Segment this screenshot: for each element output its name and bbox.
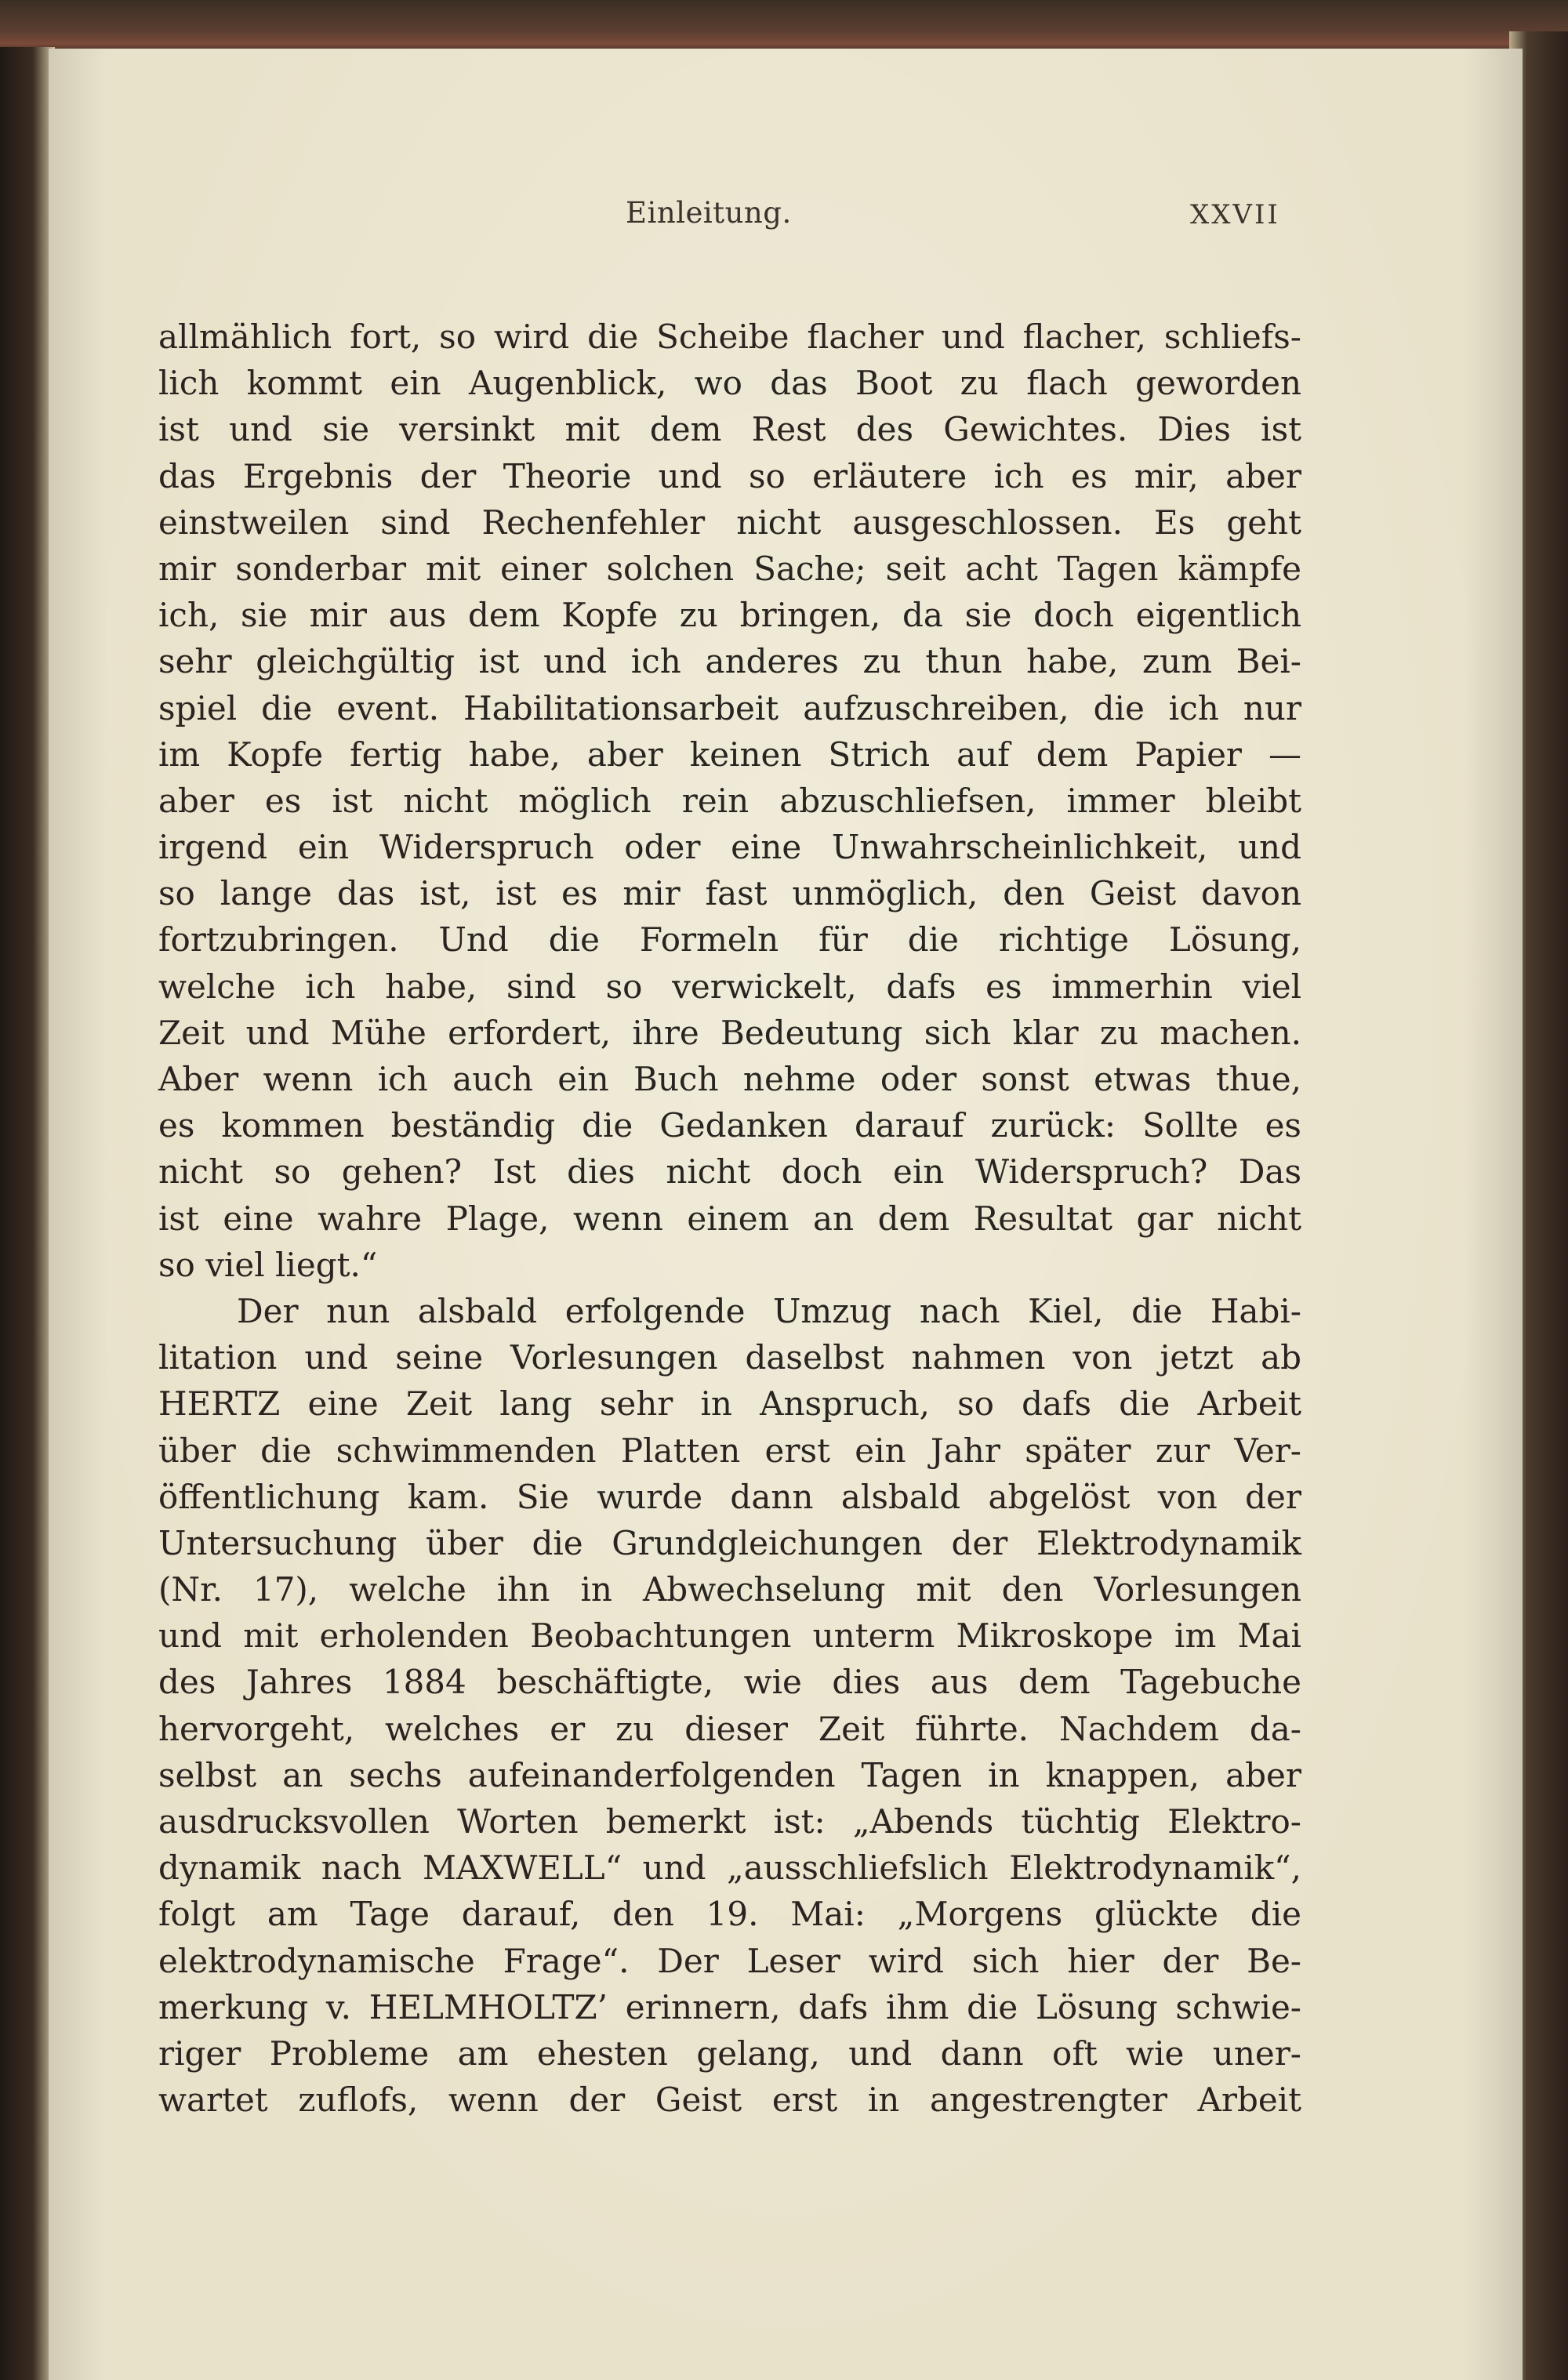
- text-line: Aber wenn ich auch ein Buch nehme oder sonst etwas thue,: [158, 1060, 1301, 1098]
- text-line: mir sonderbar mit einer solchen Sache; seit acht Tagen kämpfe: [158, 549, 1301, 588]
- text-line: hervorgeht, welches er zu dieser Zeit führte. Nachdem da-: [158, 1709, 1301, 1748]
- book-page: [49, 49, 1523, 2380]
- text-line: (Nr. 17), welche ihn in Abwechselung mit den Vorlesungen: [158, 1570, 1301, 1609]
- running-head-title: Einleitung.: [626, 196, 792, 230]
- text-line: dynamik nach MAXWELL“ und „ausschliefslich Elektrodynamik“,: [158, 1848, 1301, 1888]
- body-text: [158, 314, 1301, 2123]
- text-line: selbst an sechs aufeinanderfolgenden Tagen in knappen, aber: [158, 1755, 1301, 1794]
- text-line: öffentlichung kam. Sie wurde dann alsbald abgelöst von der: [158, 1477, 1301, 1516]
- text-line: folgt am Tage darauf, den 19. Mai: „Morgens glückte die: [158, 1895, 1301, 1934]
- text-line: ist und sie versinkt mit dem Rest des Gewichtes. Dies ist: [158, 410, 1301, 449]
- text-line: ist eine wahre Plage, wenn einem an dem Resultat gar nicht: [158, 1199, 1301, 1238]
- text-line: irgend ein Widerspruch oder eine Unwahrscheinlichkeit, und: [158, 828, 1301, 867]
- text-line: lich kommt ein Augenblick, wo das Boot zu flach geworden: [158, 364, 1301, 403]
- text-line: ich, sie mir aus dem Kopfe zu bringen, da sie doch eigentlich: [158, 596, 1301, 635]
- text-line: im Kopfe fertig habe, aber keinen Strich auf dem Papier —: [158, 735, 1301, 774]
- text-line: einstweilen sind Rechenfehler nicht ausgeschlossen. Es geht: [158, 502, 1301, 542]
- text-line: ausdrucksvollen Worten bemerkt ist: „Abends tüchtig Elektro-: [158, 1802, 1301, 1841]
- text-line: fortzubringen. Und die Formeln für die richtige Lösung,: [158, 920, 1301, 960]
- text-line: Zeit und Mühe erfordert, ihre Bedeutung sich klar zu machen.: [158, 1013, 1301, 1052]
- text-line: aber es ist nicht möglich rein abzuschliefsen, immer bleibt: [158, 781, 1301, 820]
- text-line: Untersuchung über die Grundgleichungen der Elektrodynamik: [158, 1523, 1301, 1562]
- text-line: spiel die event. Habilitationsarbeit aufzuschreiben, die ich nur: [158, 688, 1301, 727]
- text-line: des Jahres 1884 beschäftigte, wie dies aus dem Tagebuche: [158, 1663, 1301, 1702]
- text-line: sehr gleichgültig ist und ich anderes zu thun habe, zum Bei-: [158, 642, 1301, 681]
- text-line: nicht so gehen? Ist dies nicht doch ein Widerspruch? Das: [158, 1152, 1301, 1192]
- text-line: elektrodynamische Frage“. Der Leser wird sich hier der Be-: [158, 1941, 1301, 1980]
- text-line: allmählich fort, so wird die Scheibe flacher und flacher, schliefs-: [158, 317, 1301, 356]
- page-number: XXVII: [1190, 199, 1280, 230]
- text-line: riger Probleme am ehesten gelang, und dann oft wie uner-: [158, 2034, 1301, 2073]
- text-line: über die schwimmenden Platten erst ein Jahr später zur Ver-: [158, 1431, 1301, 1470]
- text-line: so viel liegt.“: [158, 1245, 378, 1284]
- text-line: wartet zuflofs, wenn der Geist erst in angestrengter Arbeit: [158, 2081, 1301, 2120]
- text-line: litation und seine Vorlesungen daselbst nahmen von jetzt ab: [158, 1338, 1301, 1377]
- text-line: HERTZ eine Zeit lang sehr in Anspruch, so dafs die Arbeit: [158, 1384, 1301, 1424]
- book-top-edge: [0, 0, 1568, 55]
- text-line: es kommen beständig die Gedanken darauf zurück: Sollte es: [158, 1106, 1301, 1145]
- text-line: welche ich habe, sind so verwickelt, dafs es immerhin viel: [158, 967, 1301, 1006]
- text-line: und mit erholenden Beobachtungen unterm Mikroskope im Mai: [158, 1616, 1301, 1656]
- text-line: merkung v. HELMHOLTZ’ erinnern, dafs ihm die Lösung schwie-: [158, 1987, 1301, 2026]
- running-head: [49, 196, 1523, 243]
- paragraph-start-line: Der nun alsbald erfolgende Umzug nach Kiel, die Habi-: [237, 1291, 1301, 1330]
- text-line: das Ergebnis der Theorie und so erläutere ich es mir, aber: [158, 456, 1301, 495]
- text-line: so lange das ist, ist es mir fast unmöglich, den Geist davon: [158, 874, 1301, 913]
- book-left-edge: [0, 47, 55, 2380]
